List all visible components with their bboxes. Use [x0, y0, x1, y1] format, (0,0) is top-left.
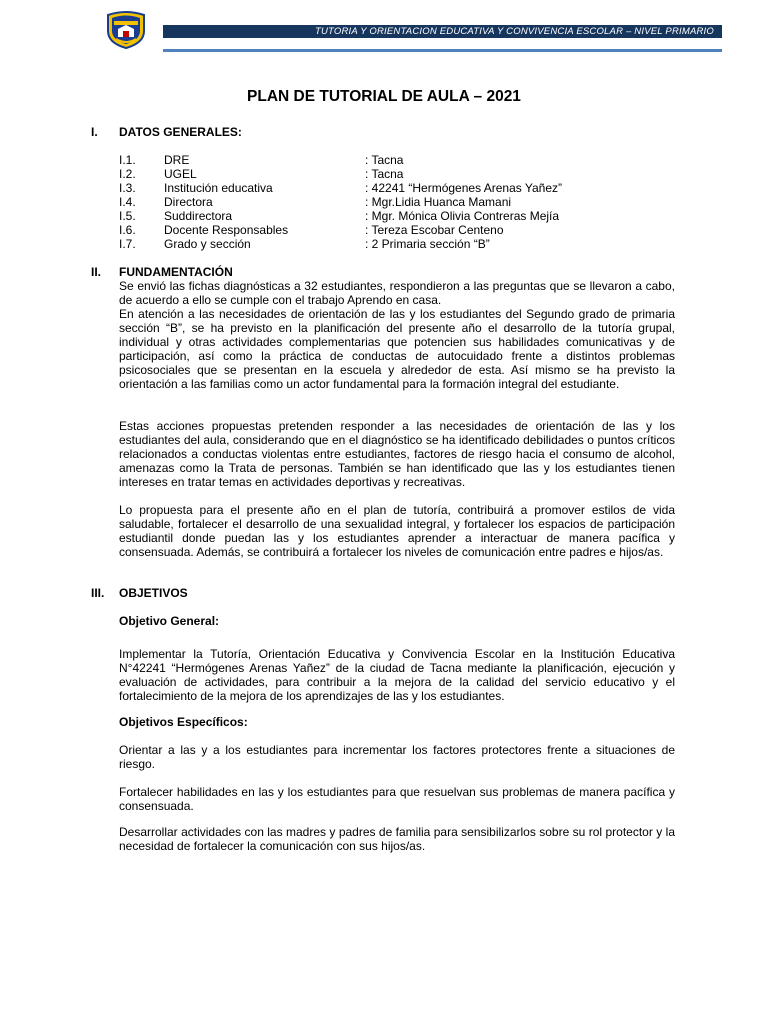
fundamentacion-paragraph: Lo propuesta para el presente año en el plan de tutoría, contribuirá a promover estilos de vida saludable, fortalecer el desarrollo de una sexualidad integral, y fortalecer los espacios de participación estudiantil donde puedan las y los estudiantes aprender a interactuar de manera pacífica y consensuada. Además, se contribuirá a fortalecer los niveles de comunicación entre padres e hijos/as. — [119, 503, 675, 559]
datos-code: I.4. — [119, 195, 136, 209]
header-rule — [163, 49, 722, 52]
datos-value: : Tereza Escobar Centeno — [365, 223, 504, 237]
datos-value: : Mgr. Mónica Olivia Contreras Mejía — [365, 209, 560, 223]
section-number: II. — [91, 265, 102, 279]
objetivo-general-heading: Objetivo General: — [119, 614, 220, 628]
datos-value: : Tacna — [365, 167, 404, 181]
fundamentacion-paragraph: Se envió las fichas diagnósticas a 32 estudiantes, respondieron a las preguntas que se llevaron a cabo, de acuerdo a ello se cumple con el trabajo Aprendo en casa. — [119, 279, 675, 307]
datos-value: : 2 Primaria sección “B” — [365, 237, 490, 251]
objetivo-especifico-item: Orientar a las y a los estudiantes para incrementar los factores protectores frente a situaciones de riesgo. — [119, 743, 675, 771]
datos-code: I.3. — [119, 181, 136, 195]
datos-field: Docente Responsables — [164, 223, 289, 237]
school-crest-logo — [104, 9, 148, 49]
objetivo-especifico-item: Fortalecer habilidades en las y los estudiantes para que resuelvan sus problemas de manera pacífica y consensuada. — [119, 785, 675, 813]
objetivo-general-text: Implementar la Tutoría, Orientación Educativa y Convivencia Escolar en la Institución Educativa N°42241 “Hermógenes Arenas Yañez” de la ciudad de Tacna mediante la planificación, ejecución y evaluación de actividades, para contribuir a la mejora de la calidad del servicio educativo y el fortalecimiento de la mejora de los aprendizajes de las y los estudiantes. — [119, 647, 675, 703]
datos-code: I.7. — [119, 237, 136, 251]
datos-code: I.6. — [119, 223, 136, 237]
datos-row — [119, 167, 679, 181]
datos-value: : 42241 “Hermógenes Arenas Yañez” — [365, 181, 563, 195]
datos-field: Suddirectora — [164, 209, 233, 223]
datos-row — [119, 237, 679, 251]
datos-field: UGEL — [164, 167, 197, 181]
datos-value: : Tacna — [365, 153, 404, 167]
datos-generales-table — [119, 153, 679, 251]
datos-field: Institución educativa — [164, 181, 273, 195]
datos-value: : Mgr.Lidia Huanca Mamani — [365, 195, 512, 209]
document-title: PLAN DE TUTORIAL DE AULA – 2021 — [247, 88, 521, 105]
section-number: III. — [91, 586, 105, 600]
objetivo-especifico-item: Desarrollar actividades con las madres y padres de familia para sensibilizarlos sobre su rol protector y la necesidad de fortalecer la comunicación con sus hijos/as. — [119, 825, 675, 853]
datos-row — [119, 195, 679, 209]
section-number: I. — [91, 125, 98, 139]
section-heading: FUNDAMENTACIÓN — [119, 265, 233, 279]
fundamentacion-paragraph: En atención a las necesidades de orientación de las y los estudiantes del Segundo grado de primaria sección “B”, se ha previsto en la planificación del presente año el desarrollo de la tutoría grupal, individual y otras actividades complementarias que potencien sus habilidades comunicativas y de participación, así como la práctica de conductas de autocuidado frente a distintos problemas psicosociales que se presentan en la escuela y alrededor de esta. Así mismo se ha previsto la orientación a las familias como un actor fundamental para la formación integral del estudiante. — [119, 307, 675, 391]
datos-code: I.5. — [119, 209, 136, 223]
datos-code: I.2. — [119, 167, 136, 181]
datos-field: Directora — [164, 195, 213, 209]
datos-row — [119, 153, 679, 167]
datos-field: Grado y sección — [164, 237, 251, 251]
datos-code: I.1. — [119, 153, 136, 167]
fundamentacion-paragraph: Estas acciones propuestas pretenden responder a las necesidades de orientación de las y los estudiantes del aula, considerando que en el diagnóstico se ha identificado debilidades o puntos críticos relacionados a conductas violentas entre estudiantes, factores de riesgo hacia el consumo de alcohol, amenazas como la Trata de personas. También se han identificado que las y los estudiantes tienen intereses en tratar temas en actividades deportivas y recreativas. — [119, 419, 675, 489]
section-heading: DATOS GENERALES: — [119, 125, 242, 139]
objetivos-especificos-heading: Objetivos Específicos: — [119, 715, 248, 729]
datos-row — [119, 209, 679, 223]
datos-field: DRE — [164, 153, 190, 167]
header-banner-text: TUTORIA Y ORIENTACION EDUCATIVA Y CONVIVENCIA ESCOLAR – NIVEL PRIMARIO — [314, 26, 714, 37]
header-banner — [163, 25, 722, 38]
datos-row — [119, 181, 679, 195]
datos-row — [119, 223, 679, 237]
section-heading: OBJETIVOS — [119, 586, 188, 600]
